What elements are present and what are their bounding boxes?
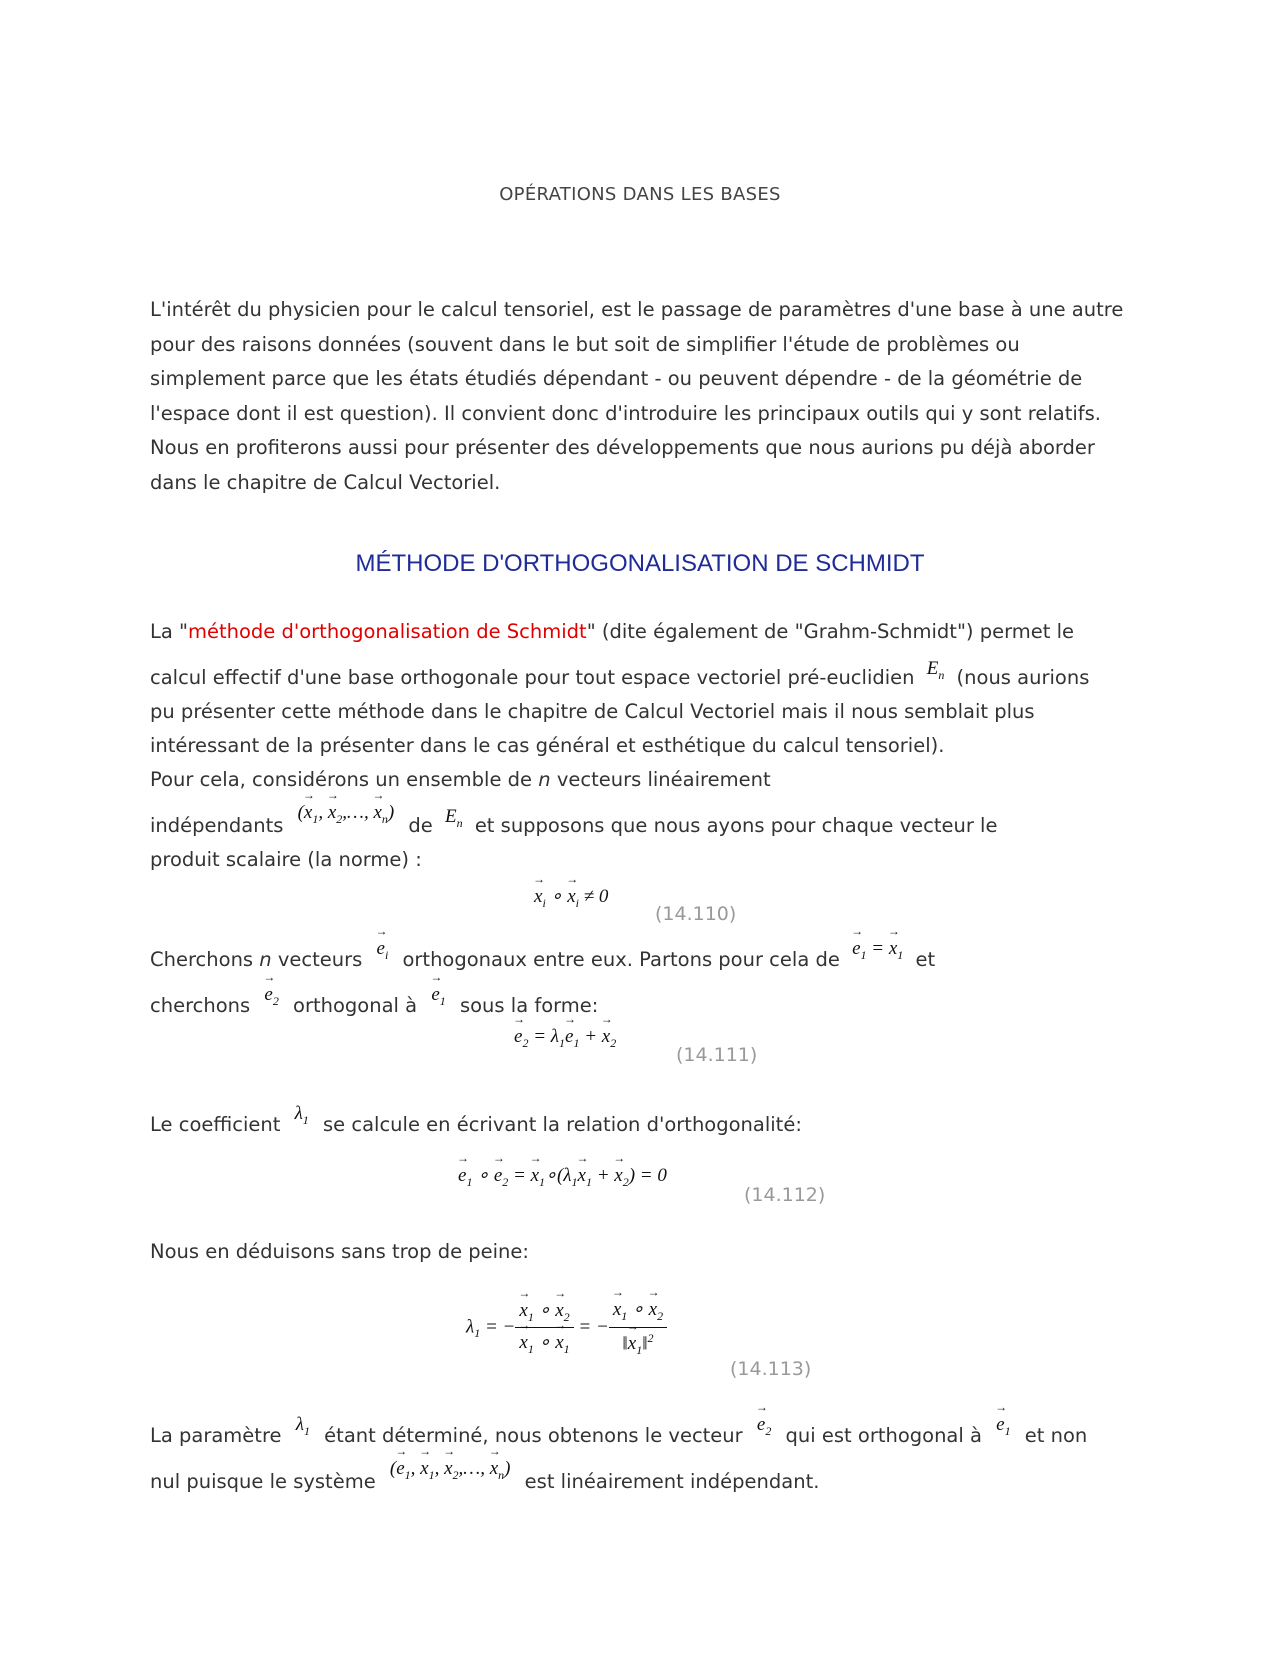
p2-line2: indépendants (→ $x_1$, → $x_2,\dots$, → $x_n$) de $E_n$ et supposons que nous ayons pour chaque vecteur le — [150, 814, 997, 841]
equation-14-110: → $x_i$ ∘ → $x_i \ne 0$ — [534, 885, 608, 911]
p6-line1: La paramètre $\lambda_1$ étant déterminé, nous obtenons le vecteur → $e_2$ qui est orthogonal à → $e_1$ et non — [150, 1424, 1087, 1451]
equation-number: (14.111) — [676, 1044, 758, 1066]
p2-line1: Pour cela, considérons un ensemble de n vecteurs linéairement — [150, 768, 771, 791]
math-e1: → $e_1$ — [431, 984, 445, 1005]
equation-14-112: → $e_1$ ∘ → $e_2$ = → $x_1\circ(\lambda_1\to x_1$ + → $x_2) = 0$ — [458, 1164, 667, 1190]
p5-line1: Nous en déduisons sans trop de peine: — [150, 1240, 529, 1263]
equation-14-113: $\lambda_1$ = − → $x_1$ ∘ → $x_2$ → $x_1$ ∘ → $x_1$ = − → $\frac{x_1 \circ \to x_2}{‖\to x_1‖^2}$ — [466, 1298, 667, 1358]
math-En: $E_n$ — [445, 806, 463, 830]
math-lambda1: $\lambda_1$ — [294, 1103, 309, 1127]
math-e2: → $e_2$ — [757, 1414, 771, 1435]
p6-line2: nul puisque le système (→ $e_1$, → $x_1$, → $x_2,\dots$, → $x_n$) est linéairement indépendant. — [150, 1470, 819, 1497]
intro-paragraph: L'intérêt du physicien pour le calcul tensoriel, est le passage de paramètres d'une base à une autre pour des raisons données (souvent dans le but soit de simplifier l'étude de problèmes ou simplement parce que les états étudiés dépendant - ou peuvent dépendre - de la géométrie de l'espace dont il est question). Il convient donc d'introduire les principaux outils qui y sont relatifs. Nous en profiterons aussi pour présenter des développements que nous aurions pu déjà aborder dans le chapitre de Calcul Vectoriel. — [150, 298, 1124, 494]
math-En: $E_n$ — [926, 658, 945, 682]
equation-number: (14.113) — [730, 1358, 812, 1380]
math-e1-equals-x1: → $e_1$ = → $x_1$ — [852, 938, 903, 959]
p1-line1: La "méthode d'orthogonalisation de Schmidt" (dite également de "Grahm-Schmidt") permet le — [150, 620, 1075, 643]
section-title: MÉTHODE D'ORTHOGONALISATION DE SCHMIDT — [355, 550, 925, 577]
math-ei: → $e_i$ — [377, 938, 389, 959]
math-vector-family: (→ $x_1$, → $x_2,\dots$, → $x_n$) — [298, 802, 395, 823]
math-lambda1: $\lambda_1$ — [295, 1414, 310, 1438]
p1-line2: calcul effectif d'une base orthogonale pour tout espace vectoriel pré-euclidien $E_n$ (nous aurions — [150, 658, 1090, 689]
p1-line3: pu présenter cette méthode dans le chapitre de Calcul Vectoriel mais il nous semblait plus — [150, 700, 1035, 723]
equation-number: (14.110) — [655, 903, 737, 925]
math-e2: → $e_2$ — [264, 984, 278, 1005]
p2-line3: produit scalaire (la norme) : — [150, 848, 422, 871]
equation-number: (14.112) — [744, 1184, 826, 1206]
equation-14-111: → $e_2 = \lambda_1\to e_1$ + → $x_2$ — [514, 1026, 616, 1051]
math-e1: → $e_1$ — [996, 1414, 1010, 1435]
schmidt-method-link: méthode d'orthogonalisation de Schmidt — [187, 620, 587, 643]
math-system: (→ $e_1$, → $x_1$, → $x_2,\dots$, → $x_n$) — [390, 1458, 511, 1479]
p4-line1: Le coefficient $\lambda_1$ se calcule en écrivant la relation d'orthogonalité: — [150, 1103, 802, 1136]
page-header: OPÉRATIONS DANS LES BASES — [499, 184, 781, 205]
p3-line2: cherchons → $e_2$ orthogonal à → $e_1$ sous la forme: — [150, 994, 598, 1021]
p3-line1: Cherchons n vecteurs → $e_i$ orthogonaux entre eux. Partons pour cela de → $e_1$ = → $x_1$ et — [150, 948, 935, 975]
p1-line4: intéressant de la présenter dans le cas général et esthétique du calcul tensoriel). — [150, 734, 945, 757]
